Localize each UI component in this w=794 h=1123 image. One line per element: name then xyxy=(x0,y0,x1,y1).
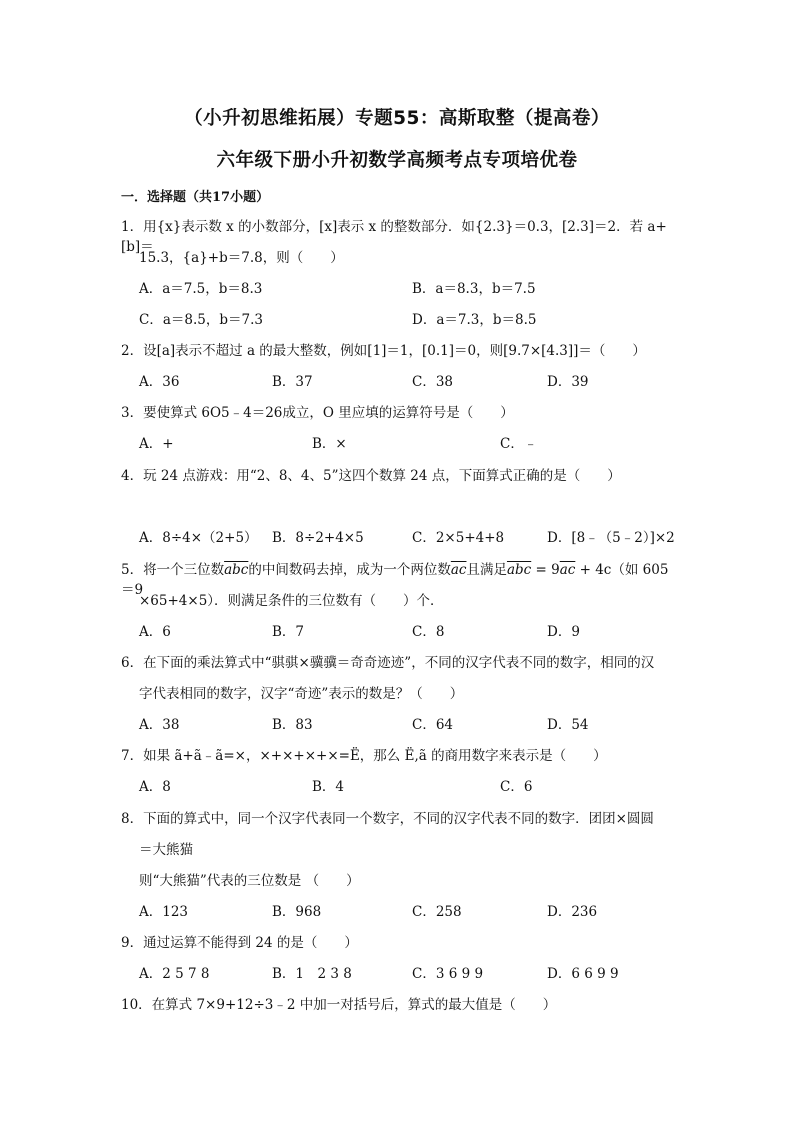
document-subtitle: 六年级下册小升初数学高频考点专项培优卷 xyxy=(216,150,578,171)
question-3-stem: 3．要使算式 6O5﹣4＝26成立，O 里应填的运算符号是（ ） xyxy=(121,405,514,421)
question-7-stem: 7．如果 ã+ã﹣ã=×，×+×+×+×=Ë，那么 Ë,ã 的商用数字来表示是（ ） xyxy=(121,748,607,764)
question-6-stem: 6．在下面的乘法算式中“骐骐×骥骥＝奇奇迹迹”，不同的汉字代表不同的数字，相同的汉 xyxy=(121,655,655,671)
question-6-stem-cont: 字代表相同的数字，汉字“奇迹”表示的数是？（ ） xyxy=(139,686,464,702)
question-8-option-b: B．968 xyxy=(272,904,322,920)
overline-abc: $\overline{abc}$ xyxy=(224,562,249,578)
question-9-option-b: B．1 2 3 8 xyxy=(272,966,352,982)
question-7-option-b: B．4 xyxy=(312,779,345,795)
question-4-stem: 4．玩 24 点游戏：用“2、8、4、5”这四个数算 24 点，下面算式正确的是（ ） xyxy=(121,468,621,484)
question-5-stem-mid2: 且满足 xyxy=(466,562,507,578)
overline-abc-2: $\overline{abc}$ xyxy=(506,562,532,578)
question-1-stem: 1．用{x}表示数 x 的小数部分，[x]表示 x 的整数部分．如{2.3}＝0.3，[2.3]＝2．若 a+[b]＝ xyxy=(121,219,667,255)
question-5-option-b: B．7 xyxy=(272,624,305,640)
question-8-option-a: A．123 xyxy=(139,904,189,920)
question-6-option-b: B．83 xyxy=(272,717,313,733)
question-2-option-c: C．38 xyxy=(412,374,454,390)
overline-ac: $\overline{ac}$ xyxy=(450,562,467,578)
question-3-option-c: C．﹣ xyxy=(500,436,538,452)
question-5-option-c: C．8 xyxy=(412,624,445,640)
question-9-stem: 9．通过运算不能得到 24 的是（ ） xyxy=(121,935,358,951)
question-4-option-d: D．[8﹣（5﹣2）]×2 xyxy=(547,530,675,546)
question-2-option-a: A．36 xyxy=(139,374,180,390)
question-9-option-a: A．2 5 7 8 xyxy=(139,966,210,982)
question-3-option-a: A．+ xyxy=(139,436,174,452)
question-1-option-a: A．a＝7.5，b＝8.3 xyxy=(139,281,263,297)
question-5-option-a: A．6 xyxy=(139,624,171,640)
question-8-stem-cont-2: 则“大熊猫”代表的三位数是 （ ） xyxy=(139,873,360,889)
section-heading: 一．选择题（共17小题） xyxy=(121,190,270,205)
question-5-stem-mid1: 的中间数码去掉，成为一个两位数 xyxy=(248,562,451,578)
question-5-stem-cont: ×65+4×5）．则满足条件的三位数有（ ）个． xyxy=(139,593,444,609)
overline-ac-2: $\overline{ac}$ xyxy=(559,562,576,578)
question-7-option-c: C．6 xyxy=(500,779,533,795)
question-6-option-a: A．38 xyxy=(139,717,180,733)
question-8-option-d: D．236 xyxy=(547,904,598,920)
question-9-option-d: D．6 6 9 9 xyxy=(547,966,619,982)
question-1-option-b: B．a＝8.3，b＝7.5 xyxy=(412,281,536,297)
question-4-option-b: B．8÷2+4×5 xyxy=(272,530,364,546)
question-4-option-a: A．8÷4×（2+5） xyxy=(139,530,258,546)
question-5-eq-tail: + 4c（如 605＝9 xyxy=(121,562,669,598)
document-title: （小升初思维拓展）专题55：高斯取整（提高卷） xyxy=(184,108,610,129)
question-1-option-d: D．a＝7.3，b＝8.5 xyxy=(412,312,537,328)
question-7-option-a: A．8 xyxy=(139,779,171,795)
question-2-option-b: B．37 xyxy=(272,374,313,390)
question-5-option-d: D．9 xyxy=(547,624,580,640)
question-4-option-c: C．2×5+4+8 xyxy=(412,530,505,546)
question-2-stem: 2．设[a]表示不超过 a 的最大整数，例如[1]＝1，[0.1]＝0，则[9.7×[4.3]]＝（ ） xyxy=(121,343,646,359)
question-8-stem-cont: ＝大熊猫 xyxy=(139,842,193,858)
question-6-option-d: D．54 xyxy=(547,717,589,733)
question-5-stem-pre: 5．将一个三位数 xyxy=(121,562,225,578)
question-5-eq-part: = 9 xyxy=(531,562,560,578)
question-1-stem-cont: 15.3，{a}+b＝7.8，则（ ） xyxy=(139,250,344,266)
question-8-stem: 8．下面的算式中，同一个汉字代表同一个数字，不同的汉字代表不同的数字．团团×圆圆 xyxy=(121,811,654,827)
question-10-stem: 10．在算式 7×9+12÷3﹣2 中加一对括号后，算式的最大值是（ ） xyxy=(121,997,557,1013)
question-9-option-c: C．3 6 9 9 xyxy=(412,966,484,982)
question-1-option-c: C．a＝8.5，b＝7.3 xyxy=(139,312,263,328)
question-6-option-c: C．64 xyxy=(412,717,454,733)
question-2-option-d: D．39 xyxy=(547,374,589,390)
question-8-option-c: C．258 xyxy=(412,904,462,920)
question-3-option-b: B．× xyxy=(312,436,347,452)
